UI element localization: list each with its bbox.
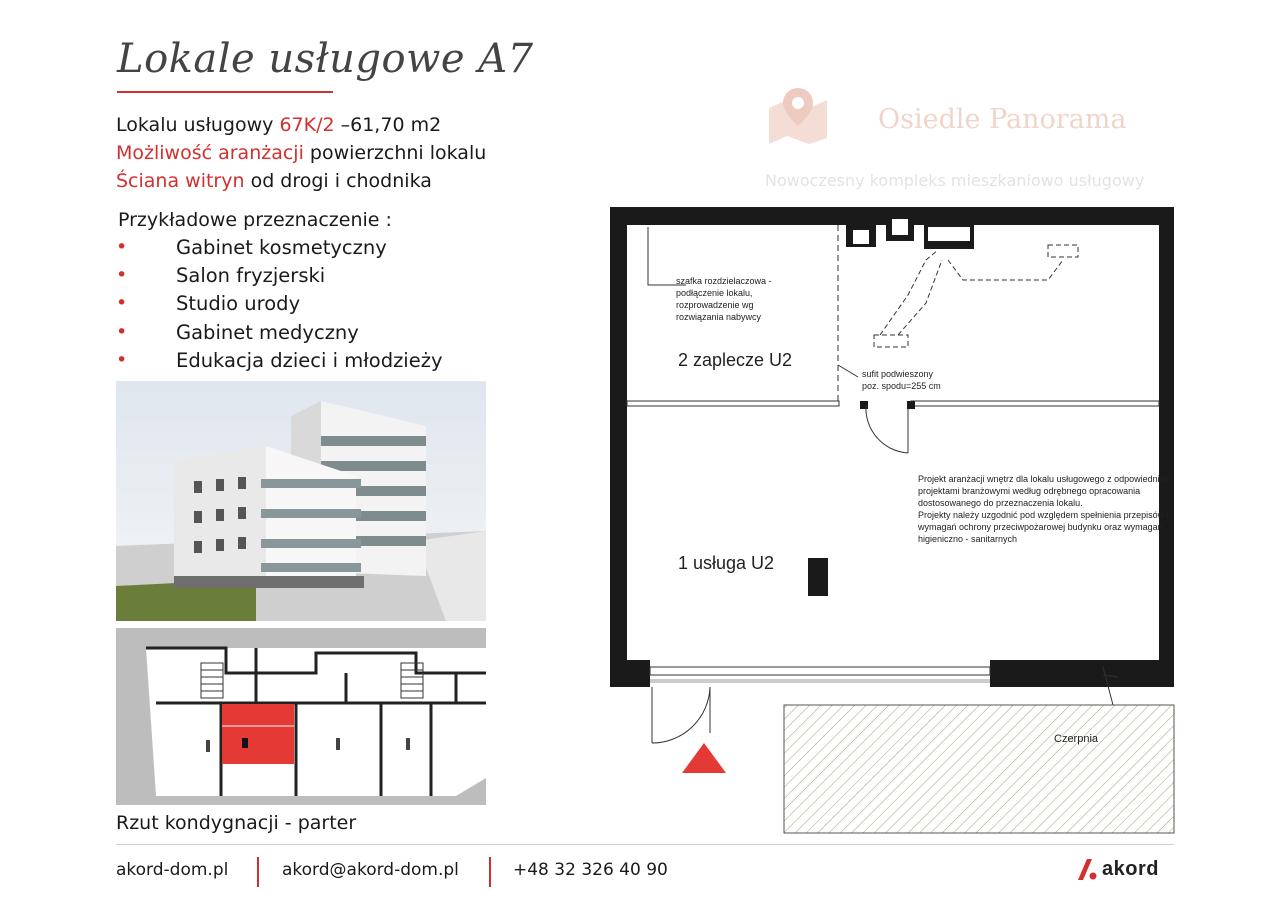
list-item: • Edukacja dzieci i młodzieży — [116, 348, 443, 372]
bullet-icon: • — [116, 236, 128, 258]
purpose-list — [116, 236, 443, 377]
plan-caption: Rzut kondygnacji - parter — [116, 812, 357, 834]
akord-logo — [1072, 856, 1159, 882]
phone-number[interactable]: +48 32 326 40 90 — [513, 860, 668, 880]
storefront-highlight: Ściana witryn — [116, 170, 245, 192]
arrangement-highlight: Możliwość aranżacji — [116, 142, 304, 164]
bullet-icon: • — [116, 264, 128, 287]
north-arrow-icon — [682, 743, 726, 773]
watermark-name: Osiedle Panorama — [878, 104, 1127, 135]
storefront-line — [116, 170, 432, 192]
email-link[interactable]: akord@akord-dom.pl — [282, 860, 459, 880]
watermark-subtitle: Nowoczesny kompleks mieszkaniowo usługowy — [765, 171, 1145, 190]
unit-area: –61,70 m2 — [334, 114, 442, 136]
title-underline — [117, 91, 333, 93]
logo-text: akord — [1102, 857, 1159, 880]
website-link[interactable]: akord-dom.pl — [116, 860, 229, 880]
ground-floor-plan-thumbnail — [116, 628, 486, 805]
akord-logo-icon — [1072, 856, 1098, 882]
bullet-icon: • — [116, 292, 128, 315]
bullet-icon: • — [116, 348, 128, 371]
room-2-label: 2 zaplecze U2 — [678, 350, 793, 370]
intake-label: Czerpnia — [1054, 733, 1099, 745]
project-note: Projekt aranżacji wnętrz dla lokalu usługowego z odpowiednimi projektami branżowymi według odrębnego opracowania dostosowanego do przeznaczenia lokalu. Projekty należy uzgodnić pod względem spełnienia przepisów i wymagań ochrony przeciwpożarowej budynku oraz wymagań higieniczno - sanitarnych — [918, 474, 1170, 544]
unit-line — [116, 114, 441, 136]
arrangement-rest: powierzchni lokalu — [303, 142, 487, 164]
building-render-image — [116, 381, 486, 621]
page-title: Lokale usługowe A7 — [117, 36, 534, 82]
footer-separator — [257, 857, 259, 887]
list-item: • Studio urody — [116, 292, 301, 316]
map-pin-icon — [765, 86, 831, 150]
bullet-icon: • — [116, 320, 128, 343]
list-item: • Gabinet kosmetyczny — [116, 236, 387, 259]
storefront-rest: od drogi i chodnika — [244, 170, 432, 192]
room-1-label: 1 usługa U2 — [678, 553, 775, 573]
unit-prefix: Lokalu usługowy — [116, 114, 280, 136]
list-item: • Gabinet medyczny — [116, 320, 359, 344]
cabinet-note: szafka rozdzielaczowa - podłączenie lokalu, rozprowadzenie wg rozwiązania nabywcy — [676, 276, 772, 322]
footer-separator — [489, 857, 491, 887]
arrangement-line — [116, 142, 486, 164]
list-item: • Salon fryzjerski — [116, 264, 326, 288]
footer-divider — [116, 844, 1174, 845]
unit-floor-plan — [608, 205, 1178, 835]
unit-code: 67K/2 — [279, 114, 335, 136]
ceiling-note: sufit podwieszony poz. spodu=255 cm — [862, 369, 941, 391]
purpose-heading: Przykładowe przeznaczenie : — [118, 209, 392, 231]
